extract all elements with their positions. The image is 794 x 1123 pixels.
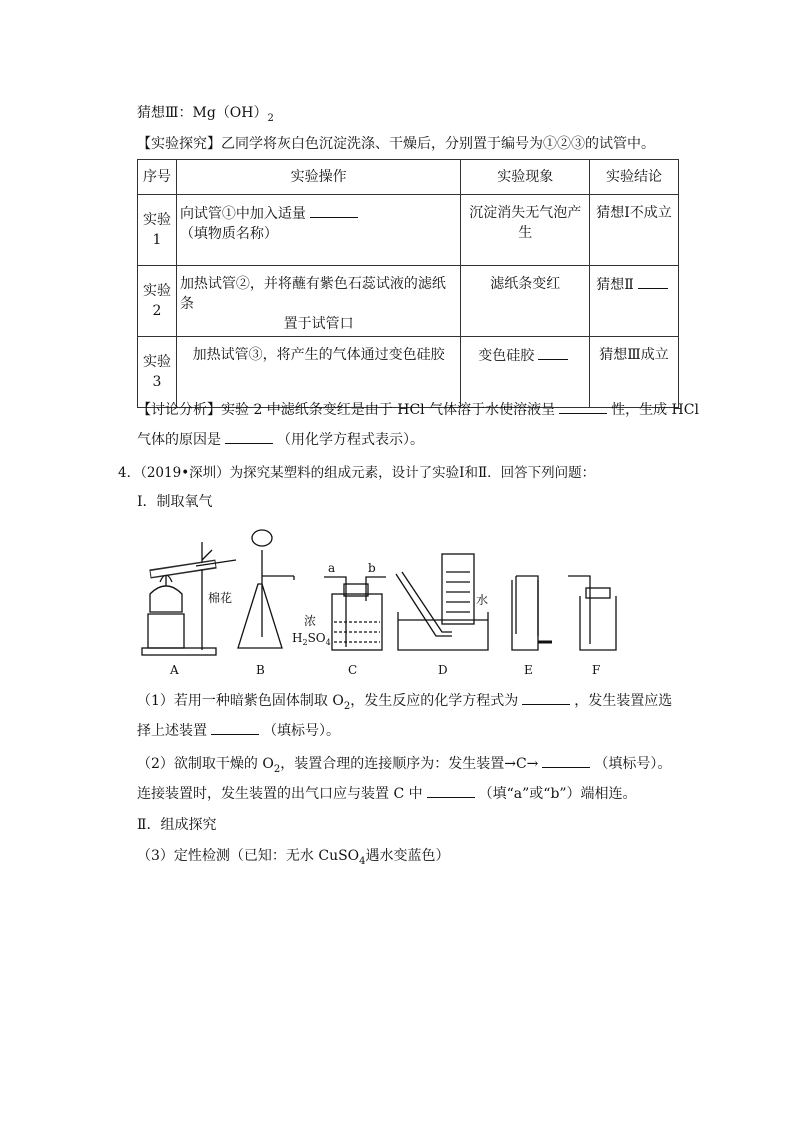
row-phenomenon: 变色硅胶 [461,337,590,408]
row-id: 实验1 [138,195,177,266]
question-2-line-2: 连接装置时，发生装置的出气口应与装置 C 中 （填“a”或“b”）端相连。 [137,783,637,804]
table-header: 实验操作 [176,160,460,195]
section-2-title: Ⅱ．组成探究 [137,817,217,833]
label-conc: 浓 [304,614,317,628]
table-row [138,337,679,408]
question-4: 4．（2019•深圳）为探究某塑料的组成元素，设计了实验Ⅰ和Ⅱ．回答下列问题： [118,465,596,481]
row-conclusion: 猜想Ⅲ成立 [590,337,679,408]
explore-intro: 【实验探究】乙同学将灰白色沉淀洗涤、干燥后，分别置于编号为①②③的试管中。 [137,136,655,152]
discussion-line-2: 气体的原因是 （用化学方程式表示）。 [137,429,424,450]
answer-blank[interactable] [310,203,358,218]
apparatus-c [324,577,386,650]
answer-blank[interactable] [538,345,568,360]
table-header-row [138,160,679,195]
answer-blank[interactable] [211,720,259,735]
table-row [138,195,679,266]
section-1-title: Ⅰ．制取氧气 [137,494,213,510]
label-D: D [438,663,448,677]
row-phenomenon: 沉淀消失无气泡产生 [461,195,590,266]
row-operation: 向试管①中加入适量（填物质名称） [176,195,460,266]
answer-blank[interactable] [559,399,607,414]
apparatus-e [512,576,552,650]
table-header: 实验现象 [461,160,590,195]
question-1-line-1: （1）若用一种暗紫色固体制取 $O_2$，发生反应的化学方程式为 ，发生装置应选 [137,690,672,717]
discussion-line-1: 【讨论分析】实验 2 中滤纸条变红是由于 HCl 气体溶于水使溶液呈 性，生成 HCl [137,399,699,420]
label-E: E [524,663,533,677]
apparatus-f [568,576,616,650]
label-water: 水 [476,593,489,607]
apparatus-d [396,554,488,650]
label-a: a [328,561,336,575]
label-C: C [348,663,358,677]
label-A: A [170,663,179,677]
label-F: F [592,663,601,677]
hypothesis-3: 猜想Ⅲ：$Mg(OH)_2$ [137,105,274,124]
question-2-line-1: （2）欲制取干燥的 $O_2$，装置合理的连接顺序为：发生装置→C→ （填标号）。 [137,753,671,780]
question-3: （3）定性检测（已知：无水 CuSO$_4$遇水变蓝色） [137,848,450,867]
label-b: b [368,561,376,575]
row-id: 实验3 [138,337,177,408]
experiment-table [137,159,679,408]
table-row [138,266,679,337]
row-operation: 加热试管②，并将蘸有紫色石蕊试液的滤纸条 置于试管口 [176,266,460,337]
answer-blank[interactable] [225,429,273,444]
answer-blank[interactable] [638,274,668,289]
row-conclusion: 猜想Ⅱ [590,266,679,337]
label-h2so4: $H_2SO_4$ [292,631,331,647]
question-1-line-2: 择上述装置 （填标号）。 [137,720,340,741]
apparatus-b [238,530,294,648]
table-header: 序号 [138,160,177,195]
apparatus-figure [136,522,656,682]
row-operation: 加热试管③，将产生的气体通过变色硅胶 [176,337,460,408]
label-B: B [256,663,265,677]
table-header: 实验结论 [590,160,679,195]
row-conclusion: 猜想Ⅰ不成立 [590,195,679,266]
answer-blank[interactable] [522,690,570,705]
label-cotton: 棉花 [208,591,233,605]
answer-blank[interactable] [542,753,590,768]
answer-blank[interactable] [427,783,475,798]
row-id: 实验2 [138,266,177,337]
row-phenomenon: 滤纸条变红 [461,266,590,337]
